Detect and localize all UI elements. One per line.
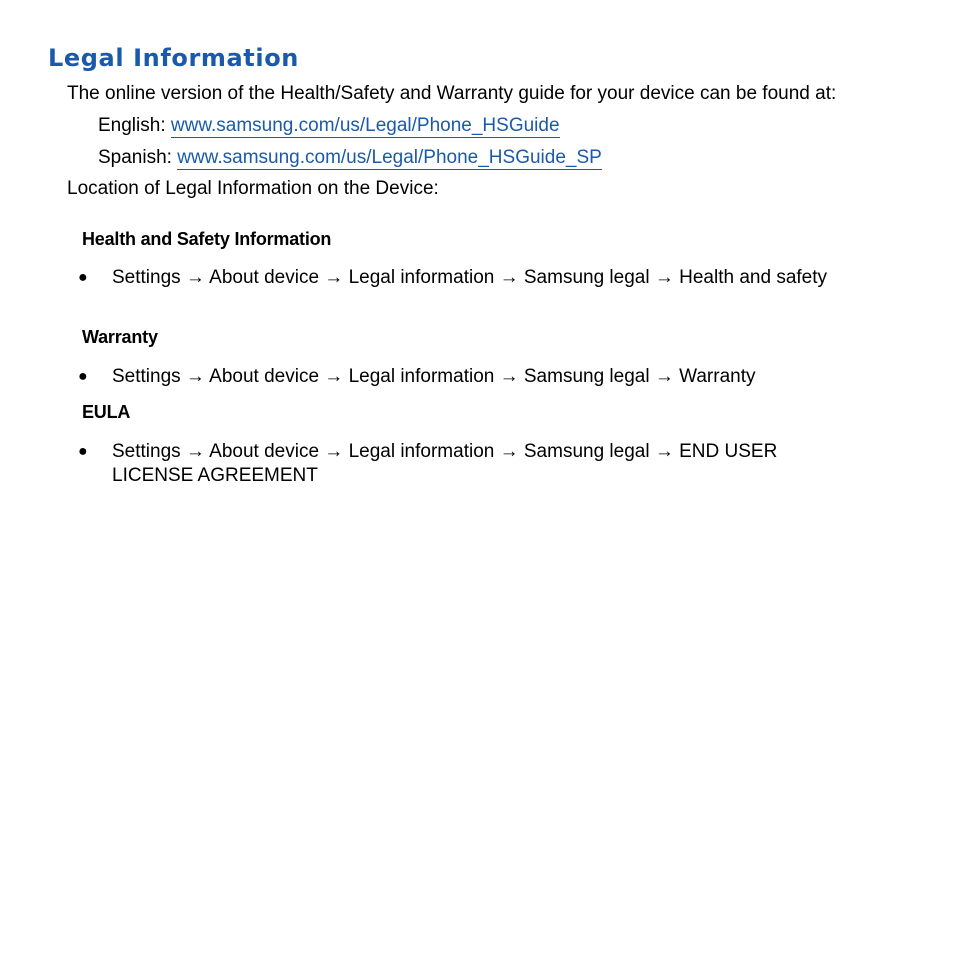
location-text: Location of Legal Information on the Device: [67,178,439,199]
eula-path: Settings → About device → Legal information → Samsung legal → END USER LICENSE AGREEMENT [112,441,778,486]
list-item [78,365,868,389]
list-item [78,440,868,488]
spanish-label: Spanish: [98,147,178,168]
english-label: English: [98,115,171,136]
list-item [78,266,868,290]
english-guide-line [98,114,560,138]
health-safety-heading: Health and Safety Information [82,229,332,249]
bullet-icon: ● [78,368,88,385]
intro-text: The online version of the Health/Safety and Warranty guide for your device can be found at: [67,83,837,104]
warranty-heading: Warranty [82,327,158,347]
english-guide-link[interactable]: www.samsung.com/us/Legal/Phone_HSGuide [170,115,560,136]
bullet-icon: ● [78,269,88,286]
bullet-icon: ● [78,443,88,460]
warranty-path: Settings → About device → Legal information → Samsung legal → Warranty [112,366,756,387]
page-title: Legal Information [48,44,299,72]
health-safety-path: Settings → About device → Legal information → Samsung legal → Health and safety [112,267,828,288]
spanish-guide-line [98,146,602,170]
spanish-guide-link[interactable]: www.samsung.com/us/Legal/Phone_HSGuide_SP [177,147,602,168]
eula-heading: EULA [82,402,131,422]
